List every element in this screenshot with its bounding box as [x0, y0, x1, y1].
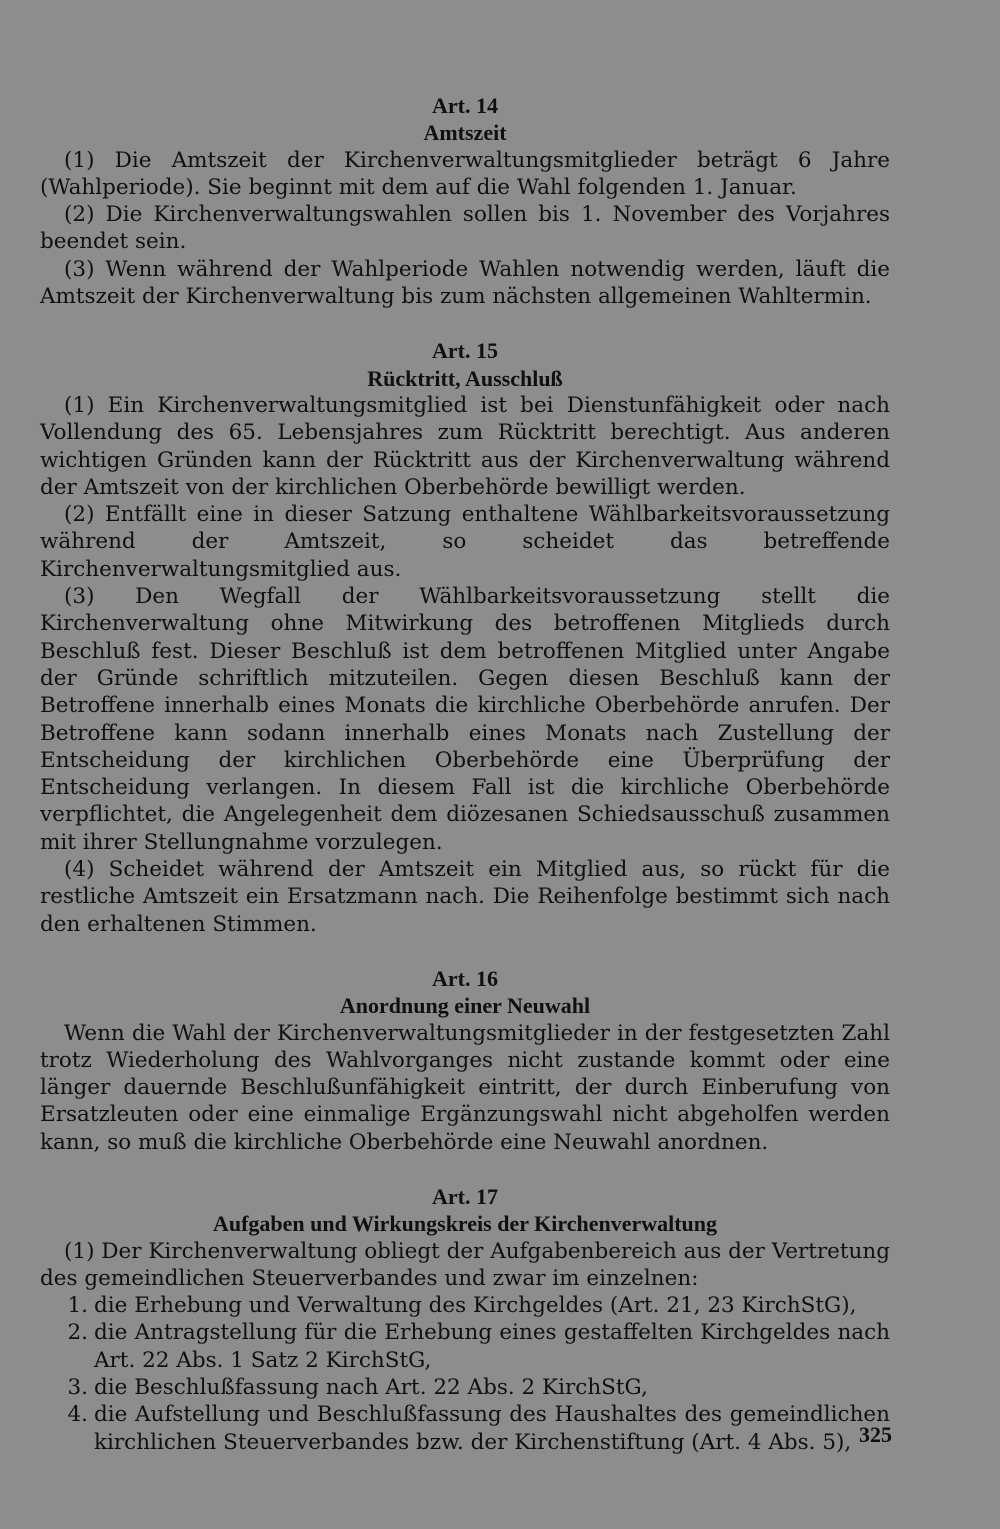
list-item-number: 4. [67, 1402, 88, 1428]
list-item-number: 2. [67, 1320, 88, 1346]
list-item-text: die Aufstellung und Beschlußfassung des Haushaltes des gemeindlichen kirchlichen Steuerverbandes bzw. der Kirchenstiftung (Art. 4 Abs. 5), [94, 1402, 890, 1455]
paragraph: (3) Den Wegfall der Wählbarkeitsvoraussetzung stellt die Kirchenverwaltung ohne Mitwirkung des betroffenen Mitglieds durch Beschluß fest. Dieser Beschluß ist dem betroffenen Mitglied unter Angabe der Gründe schriftlich mitzuteilen. Gegen diesen Beschluß kann der Betroffene innerhalb eines Monats die kirchliche Oberbehörde anrufen. Der Betroffene kann sodann innerhalb eines Monats nach Zustellung der Entscheidung der kirchlichen Oberbehörde eine Überprüfung der Entscheidung verlangen. In diesem Fall ist die kirchliche Oberbehörde verpflichtet, die Angelegenheit dem diözesanen Schiedsausschuß zusammen mit ihrer Stellungnahme vorzulegen. [40, 584, 890, 855]
list-item-number: 3. [67, 1375, 88, 1401]
article-17 [40, 1183, 890, 1456]
enumerated-list [40, 1292, 890, 1456]
article-title: Anordnung einer Neuwahl [339, 993, 591, 1019]
paragraph: (1) Die Amtszeit der Kirchenverwaltungsmitglieder beträgt 6 Jahre (Wahlperiode). Sie beginnt mit dem auf die Wahl folgenden 1. Januar. [40, 147, 890, 200]
list-item-text: die Erhebung und Verwaltung des Kirchgeldes (Art. 21, 23 KirchStG), [94, 1293, 857, 1319]
list-item [40, 1319, 890, 1374]
paragraph: (1) Ein Kirchenverwaltungsmitglied ist bei Dienstunfähigkeit oder nach Vollendung des 65. Lebensjahres zum Rücktritt berechtigt. Aus anderen wichtigen Gründen kann der Rücktritt aus der Kirchenverwaltung während der Amtszeit von der kirchlichen Oberbehörde bewilligt werden. [40, 392, 890, 500]
paragraph: (2) Entfällt eine in dieser Satzung enthaltene Wählbarkeitsvoraussetzung während der Amtszeit, so scheidet das betreffende Kirchenverwaltungsmitglied aus. [40, 502, 890, 582]
list-item-number: 1. [67, 1293, 88, 1319]
article-16 [40, 965, 890, 1156]
paragraph: (2) Die Kirchenverwaltungswahlen sollen bis 1. November des Vorjahres beendet sein. [40, 202, 890, 255]
list-item-text: die Antragstellung für die Erhebung eines gestaffelten Kirchgeldes nach Art. 22 Abs. 1 Satz 2 KirchStG, [94, 1320, 890, 1373]
list-item [40, 1292, 890, 1319]
paragraph: (1) Der Kirchenverwaltung obliegt der Aufgabenbereich aus der Vertretung des gemeindlichen Steuerverbandes und zwar im einzelnen: [40, 1238, 890, 1291]
article-number: Art. 15 [432, 338, 498, 364]
article-title: Rücktritt, Ausschluß [367, 365, 563, 391]
list-item [40, 1401, 890, 1456]
article-title: Amtszeit [423, 120, 507, 146]
article-number: Art. 16 [432, 965, 498, 991]
document-page [40, 92, 890, 1456]
page-number: 325 [859, 1422, 892, 1447]
article-number: Art. 17 [432, 1183, 498, 1209]
paragraph: Wenn die Wahl der Kirchenverwaltungsmitglieder in der festgesetzten Zahl trotz Wiederholung des Wahlvorganges nicht zustande kommt oder eine länger dauernde Beschlußunfähigkeit eintritt, der durch Einberufung von Ersatzleuten oder eine einmalige Ergänzungswahl nicht abgeholfen werden kann, so muß die kirchliche Oberbehörde eine Neuwahl anordnen. [40, 1020, 890, 1155]
paragraph: (4) Scheidet während der Amtszeit ein Mitglied aus, so rückt für die restliche Amtszeit ein Ersatzmann nach. Die Reihenfolge bestimmt sich nach den erhaltenen Stimmen. [40, 857, 890, 937]
article-14 [40, 92, 890, 310]
article-title: Aufgaben und Wirkungskreis der Kirchenverwaltung [212, 1211, 718, 1237]
article-15 [40, 337, 890, 938]
article-number: Art. 14 [432, 93, 498, 118]
list-item-text: die Beschlußfassung nach Art. 22 Abs. 2 KirchStG, [94, 1375, 648, 1401]
paragraph: (3) Wenn während der Wahlperiode Wahlen notwendig werden, läuft die Amtszeit der Kirchenverwaltung bis zum nächsten allgemeinen Wahltermin. [40, 256, 890, 310]
list-item [40, 1374, 890, 1401]
